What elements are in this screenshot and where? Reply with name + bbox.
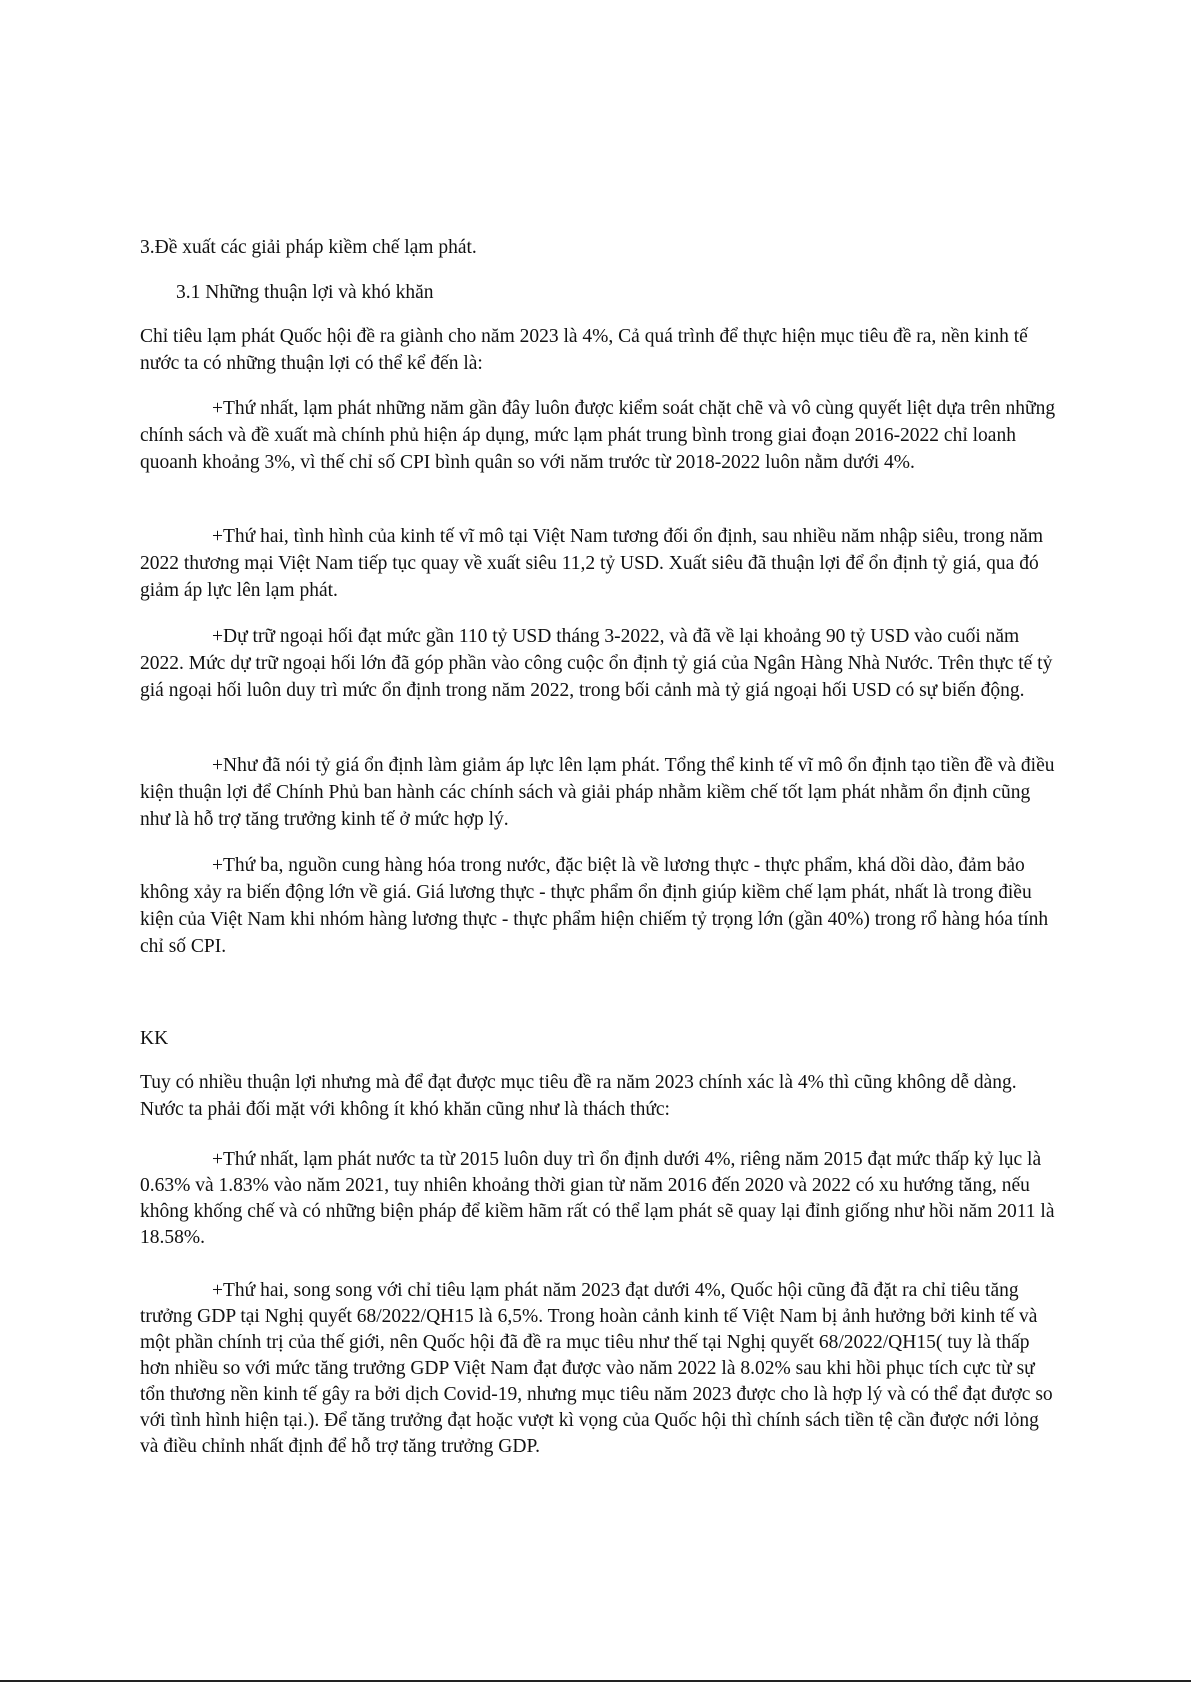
difficulties-intro: Tuy có nhiều thuận lợi nhưng mà để đạt được mục tiêu đề ra năm 2023 chính xác là 4% thì cũng không dễ dàng. Nước ta phải đối mặt với không ít khó khăn cũng như là thách thức: xyxy=(140,1072,1017,1120)
difficulty-paragraph: +Thứ nhất, lạm phát nước ta từ 2015 luôn duy trì ổn định dưới 4%, riêng năm 2015 đạt mức thấp kỷ lục là 0.63% và 1.83% vào năm 2021, tuy nhiên khoảng thời gian từ năm 2016 đến 2020 và 2022 có xu hướng tăng, nếu không khống chế và có những biện pháp để kiềm hãm rất có thể lạm phát sẽ quay lại đỉnh giống như hồi năm 2011 là 18.58%. xyxy=(140,1149,1055,1248)
advantage-paragraph: +Như đã nói tỷ giá ổn định làm giảm áp lực lên lạm phát. Tổng thể kinh tế vĩ mô ổn định tạo tiền đề và điều kiện thuận lợi để Chính Phủ ban hành các chính sách và giải pháp nhằm kiềm chế tốt lạm phát nhằm ổn định cũng như là hỗ trợ tăng trưởng kinh tế ở mức hợp lý. xyxy=(140,755,1055,830)
kk-label: KK xyxy=(140,1028,169,1049)
page-bottom-divider xyxy=(0,1680,1191,1682)
advantage-paragraph: +Thứ hai, tình hình của kinh tế vĩ mô tại Việt Nam tương đối ổn định, sau nhiều năm nhập siêu, trong năm 2022 thương mại Việt Nam tiếp tục quay về xuất siêu 11,2 tỷ USD. Xuất siêu đã thuận lợi để ổn định tỷ giá, qua đó giảm áp lực lên lạm phát. xyxy=(140,526,1044,601)
advantage-paragraph: +Thứ nhất, lạm phát những năm gần đây luôn được kiểm soát chặt chẽ và vô cùng quyết liệt dựa trên những chính sách và đề xuất mà chính phủ hiện áp dụng, mức lạm phát trung bình trong giai đoạn 2016-2022 chỉ loanh quoanh khoảng 3%, vì thế chỉ số CPI bình quân so với năm trước từ 2018-2022 luôn nằm dưới 4%. xyxy=(140,398,1056,473)
subsection-heading: 3.1 Những thuận lợi và khó khăn xyxy=(176,282,434,303)
advantage-paragraph: +Dự trữ ngoại hối đạt mức gần 110 tỷ USD tháng 3-2022, và đã về lại khoảng 90 tỷ USD vào cuối năm 2022. Mức dự trữ ngoại hối lớn đã góp phần vào công cuộc ổn định tỷ giá của Ngân Hàng Nhà Nước. Trên thực tế tỷ giá ngoại hối luôn duy trì mức ổn định trong năm 2022, trong bối cảnh mà tỷ giá ngoại hối USD có sự biến động. xyxy=(140,626,1053,701)
advantage-paragraph: +Thứ ba, nguồn cung hàng hóa trong nước, đặc biệt là về lương thực - thực phẩm, khá dồi dào, đảm bảo không xảy ra biến động lớn về giá. Giá lương thực - thực phẩm ổn định giúp kiềm chế lạm phát, nhất là trong điều kiện của Việt Nam khi nhóm hàng lương thực - thực phẩm hiện chiếm tỷ trọng lớn (gần 40%) trong rổ hàng hóa tính chỉ số CPI. xyxy=(140,855,1049,957)
section-heading: 3.Đề xuất các giải pháp kiềm chế lạm phát. xyxy=(140,237,477,258)
intro-paragraph: Chỉ tiêu lạm phát Quốc hội đề ra giành cho năm 2023 là 4%, Cả quá trình để thực hiện mục tiêu đề ra, nền kinh tế nước ta có những thuận lợi có thể kể đến là: xyxy=(140,326,1028,374)
difficulty-paragraph: +Thứ hai, song song với chỉ tiêu lạm phát năm 2023 đạt dưới 4%, Quốc hội cũng đã đặt ra chỉ tiêu tăng trưởng GDP tại Nghị quyết 68/2022/QH15 là 6,5%. Trong hoàn cảnh kinh tế Việt Nam bị ảnh hưởng bởi kinh tế và một phần chính trị của thế giới, nên Quốc hội đã đề ra mục tiêu như thế tại Nghị quyết 68/2022/QH15( tuy là thấp hơn nhiều so với mức tăng trưởng GDP Việt Nam đạt được vào năm 2022 là 8.02% sau khi hồi phục tích cực từ sự tổn thương nền kinh tế gây ra bởi dịch Covid-19, nhưng mục tiêu năm 2023 được cho là hợp lý và có thể đạt được so với tình hình hiện tại.). Để tăng trưởng đạt hoặc vượt kì vọng của Quốc hội thì chính sách tiền tệ cần được nới lỏng và điều chỉnh nhất định để hỗ trợ tăng trưởng GDP. xyxy=(140,1280,1053,1457)
